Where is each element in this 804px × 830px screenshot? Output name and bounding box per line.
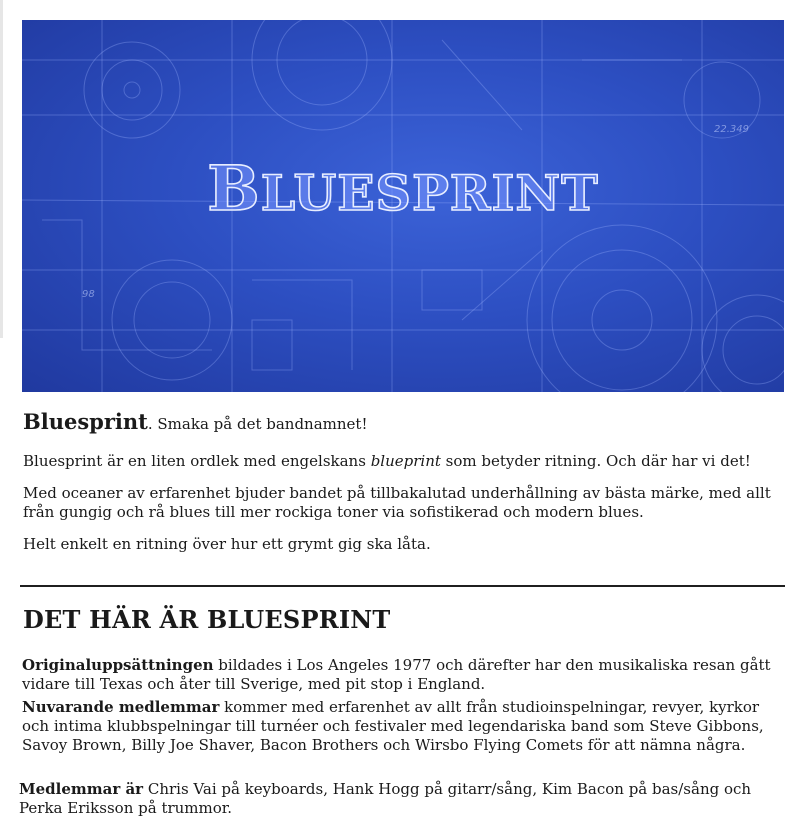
members-label: Medlemmar är (19, 780, 144, 798)
hero-banner (22, 20, 784, 392)
original-lineup-label: Originaluppsättningen (22, 656, 214, 674)
page-edge-rule (0, 0, 3, 338)
original-lineup-paragraph (22, 656, 790, 694)
intro-paragraph-3: Helt enkelt en ritning över hur ett grymt gig ska låta. (23, 535, 431, 553)
brand-name: Bluesprint (23, 409, 148, 434)
section-divider (20, 585, 785, 587)
banner-title-initial: B (207, 152, 261, 225)
intro-tagline: . Smaka på det bandnamnet! (147, 415, 368, 433)
members-text: Chris Vai på keyboards, Hank Hogg på gitarr/sång, Kim Bacon på bas/sång och Perka Eriksson på trummor. (19, 780, 752, 817)
intro-paragraph-2: Med oceaner av erfarenhet bjuder bandet på tillbakalutad underhållning av bästa märke, med allt från gungig och rå blues till mer rockiga toner via sofistikerad och modern blues. (23, 484, 771, 521)
section-title: DET HÄR ÄR BLUESPRINT (23, 605, 391, 634)
p1-emphasis: blueprint (370, 452, 441, 470)
current-members-text: kommer med erfarenhet av allt från studioinspelningar, revyer, kyrkor och intima klubbspelningar till turnéer och festivaler med legendariska band som Steve Gibbons, Savoy Brown, Billy Joe Shaver, Bacon Brothers och Wirsbo Flying Comets för att nämna några. (22, 698, 764, 754)
intro-heading (23, 409, 785, 434)
blueprint-number-1: 22.349 (714, 124, 749, 135)
original-lineup-text: bildades i Los Angeles 1977 och därefter har den musikaliska resan gått vidare till Texas och åter till Sverige, med pit stop i England. (22, 656, 771, 693)
blueprint-number-2: 98 (82, 289, 95, 300)
intro-paragraph-1 (23, 452, 785, 471)
about-section (22, 656, 790, 759)
current-members-paragraph (22, 698, 790, 755)
p1-text-start: Bluesprint är en liten ordlek med engelskans (23, 452, 371, 470)
banner-title (22, 152, 784, 225)
banner-title-rest: LUESPRINT (260, 164, 599, 222)
members-paragraph (19, 780, 789, 818)
p1-text-end: som betyder ritning. Och där har vi det! (440, 452, 751, 470)
intro-section (23, 409, 785, 567)
current-members-label: Nuvarande medlemmar (22, 698, 220, 716)
